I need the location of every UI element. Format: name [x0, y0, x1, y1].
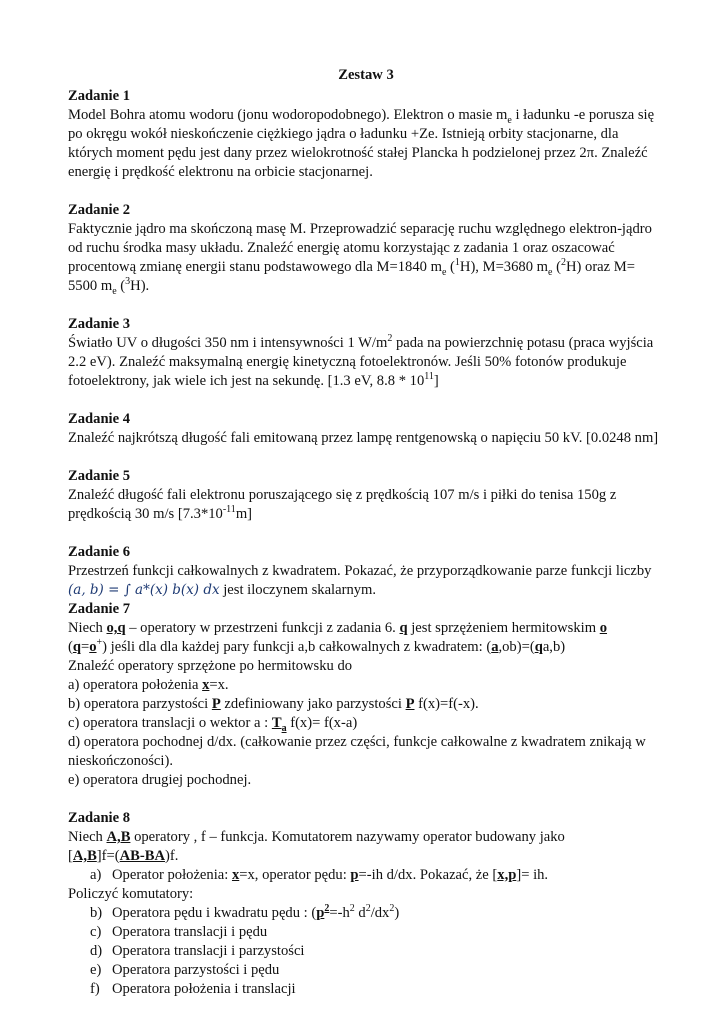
text-part: Faktycznie jądro ma skończoną masę M. Przeprowadzić separację ruchu względnego elektron-jądro od ruchu środka masy układu. Znaleźć energię atomu korzystając z zadania 1 oraz oszacować procentową zmianę energii stanu podstawowego dla M=1840 m: [68, 221, 652, 275]
text-part: d: [354, 905, 366, 921]
task-8-item-f: [90, 980, 664, 999]
list-marker: b): [90, 905, 103, 921]
list-marker: f): [90, 981, 100, 997]
text-part: Operatora translacji i parzystości: [112, 943, 305, 959]
task-8-item-b: [90, 904, 664, 923]
text-part: ): [394, 905, 400, 921]
operator-symbol: p: [350, 867, 359, 883]
text-part: Operator położenia:: [112, 867, 232, 883]
operator-symbol: q: [399, 620, 408, 636]
text-part: f(x)=f(-x).: [414, 696, 479, 712]
operator-symbol: P: [211, 696, 221, 712]
text-part: Znaleźć długość fali elektronu poruszającego się z prędkością 107 m/s i piłki do tenisa 150g z prędkością 30 m/s [7.3*10: [68, 487, 617, 522]
operator-symbol: T: [271, 715, 282, 731]
operator-symbol: x: [202, 677, 210, 693]
operator-symbol: o,q: [106, 620, 126, 636]
text-part: b) operatora parzystości: [68, 696, 212, 712]
text-part: =x, operator pędu:: [239, 867, 351, 883]
task-8: [68, 809, 664, 999]
task-7-line-2: [68, 638, 664, 657]
operator-symbol: x,p: [497, 867, 517, 883]
task-7-item-c: [68, 714, 664, 733]
text-part: (: [68, 639, 73, 655]
text-part: (: [552, 259, 561, 275]
task-5-heading: Zadanie 5: [68, 468, 131, 484]
task-8-heading: Zadanie 8: [68, 810, 131, 826]
task-6-text: [68, 562, 664, 600]
text-part: a,b): [542, 639, 566, 655]
text-part: =-h: [329, 905, 350, 921]
text-part: =: [81, 639, 90, 655]
page-title: Zestaw 3: [338, 67, 394, 83]
list-marker: e): [90, 962, 102, 978]
operator-symbol: o: [599, 620, 608, 636]
superscript: 2: [387, 333, 393, 345]
text-part: zdefiniowany jako parzystości: [220, 696, 406, 712]
task-8-list-a: [68, 866, 664, 885]
task-2-heading: Zadanie 2: [68, 202, 131, 218]
task-8-line-1: [68, 828, 664, 847]
text-part: c) operatora translacji o wektor a :: [68, 715, 272, 731]
operator-symbol: A,B: [106, 829, 131, 845]
text-part: H), M=3680 m: [459, 259, 548, 275]
task-7: [68, 600, 664, 790]
task-3-text: [68, 334, 664, 391]
list-marker: d): [90, 943, 103, 959]
text-part: pada na powierzchnię potasu (praca wyjścia 2.2 eV). Znaleźć maksymalną energię kinetyczną fotoelektronów. Jeśli 50% fotonów produkuje fotoelektrony, jak wiele ich jest na sekundę. [1.3 eV, 8.8 * 10: [68, 335, 654, 389]
text-part: ,ob)=(: [498, 639, 535, 655]
text-part: Niech: [68, 620, 107, 636]
text-part: ]f=(: [96, 848, 120, 864]
inner-product-formula: (a, b) = ∫ a*(x) b(x) dx: [68, 582, 220, 598]
task-7-item-a: [68, 676, 664, 695]
task-3: [68, 315, 664, 391]
text-part: f(x)= f(x-a): [286, 715, 358, 731]
list-marker: c): [90, 924, 102, 940]
text-part: Operatora położenia i translacji: [112, 981, 296, 997]
subscript: e: [548, 266, 553, 278]
superscript: 2: [349, 903, 355, 915]
text-part: =x.: [209, 677, 229, 693]
task-3-heading: Zadanie 3: [68, 316, 131, 332]
operator-symbol: o: [89, 639, 97, 655]
operator-symbol: a: [491, 639, 499, 655]
text-part: /dx: [370, 905, 390, 921]
text-part: ]= ih.: [516, 867, 549, 883]
text-part: Operatora pędu i kwadratu pędu : (: [112, 905, 317, 921]
text-part: Operatora parzystości i pędu: [112, 962, 280, 978]
text-part: a) operatora położenia: [68, 677, 203, 693]
text-part: (: [446, 259, 455, 275]
operator-symbol: P: [405, 696, 415, 712]
task-4-heading: Zadanie 4: [68, 411, 131, 427]
operator-symbol: x: [231, 867, 240, 883]
task-4-text: Znaleźć najkrótszą długość fali emitowaną przez lampę rentgenowską o napięciu 50 kV. [0.0248 nm]: [68, 430, 659, 446]
text-part: jest iloczynem skalarnym.: [219, 582, 377, 598]
task-1-text-part: i ładunku -e porusza się po okręgu wokół nieskończenie ciężkiego jądra o ładunku +Ze. Istnieją orbity stacjonarne, dla których moment pędu jest dany przez wielokrotność stałej Plancka h podzielonej przez 2π. Znaleźć energię i prędkość elektronu na orbicie stacjonarnej.: [68, 107, 655, 180]
task-2-text: [68, 220, 664, 296]
subscript: a: [281, 722, 287, 734]
text-part: Przestrzeń funkcji całkowalnych z kwadratem. Pokazać, że przyporządkowanie parze funkcji liczby: [68, 563, 652, 579]
text-part: (: [116, 278, 126, 294]
text-part: Niech: [68, 829, 107, 845]
superscript: 2: [365, 903, 371, 915]
task-7-line-3: Znaleźć operatory sprzężone po hermitowsku do: [68, 658, 353, 674]
task-1-text-part: Model Bohra atomu wodoru (jonu wodoropodobnego). Elektron o masie m: [68, 107, 508, 123]
superscript: 2: [389, 903, 395, 915]
operator-symbol: q: [72, 639, 81, 655]
superscript: -11: [222, 504, 236, 516]
text-part: H).: [130, 278, 150, 294]
text-part: Operatora translacji i pędu: [112, 924, 268, 940]
subscript: e: [507, 114, 512, 126]
task-7-item-b: [68, 695, 664, 714]
task-6-heading: Zadanie 6: [68, 544, 131, 560]
task-7-item-d: d) operatora pochodnej d/dx. (całkowanie przez części, funkcje całkowalne z kwadratem znikają w nieskończoności).: [68, 734, 646, 769]
text-part: ) jeśli dla dla każdej pary funkcji a,b całkowalnych z kwadratem: (: [102, 639, 492, 655]
subscript: e: [441, 266, 447, 278]
subscript: e: [112, 285, 117, 297]
text-part: [: [68, 848, 73, 864]
task-4: [68, 410, 664, 448]
text-part: ]: [433, 373, 439, 389]
operator-symbol: p: [316, 905, 325, 921]
task-7-line-1: [68, 619, 664, 638]
task-8-line-2: [68, 847, 664, 866]
superscript: 1: [454, 257, 460, 269]
text-part: Światło UV o długości 350 nm i intensywności 1 W/m: [68, 335, 388, 351]
task-8-list: [68, 904, 664, 999]
task-1-heading: Zadanie 1: [68, 88, 131, 104]
text-part: – operatory w przestrzeni funkcji z zadania 6.: [125, 620, 400, 636]
text-part: operatory , f – funkcja. Komutatorem nazywamy operator budowany jako: [130, 829, 565, 845]
task-8-item-d: [90, 942, 664, 961]
task-2: [68, 201, 664, 296]
task-8-item-c: [90, 923, 664, 942]
task-1: [68, 87, 664, 182]
superscript: +: [96, 637, 103, 649]
task-8-item-e: [90, 961, 664, 980]
task-7-item-e: e) operatora drugiej pochodnej.: [68, 772, 252, 788]
task-1-text: [68, 106, 664, 182]
superscript: 2: [560, 257, 566, 269]
task-8-item-a: [90, 866, 664, 885]
superscript: 2: [324, 903, 330, 915]
text-part: H) oraz M= 5500 m: [68, 259, 635, 294]
text-part: )f.: [165, 848, 179, 864]
text-part: m]: [235, 506, 253, 522]
text-part: =-ih d/dx. Pokazać, że [: [358, 867, 498, 883]
operator-symbol: AB-BA: [119, 848, 166, 864]
task-7-heading: Zadanie 7: [68, 601, 131, 617]
operator-symbol: q: [534, 639, 543, 655]
text-part: jest sprzężeniem hermitowskim: [407, 620, 600, 636]
superscript: 3: [125, 276, 131, 288]
operator-symbol: A,B: [72, 848, 97, 864]
task-8-intro: Policzyć komutatory:: [68, 886, 194, 902]
task-5: [68, 467, 664, 524]
superscript: 11: [424, 371, 434, 383]
task-6: [68, 543, 664, 600]
list-marker: a): [90, 867, 102, 883]
task-5-text: [68, 486, 664, 524]
